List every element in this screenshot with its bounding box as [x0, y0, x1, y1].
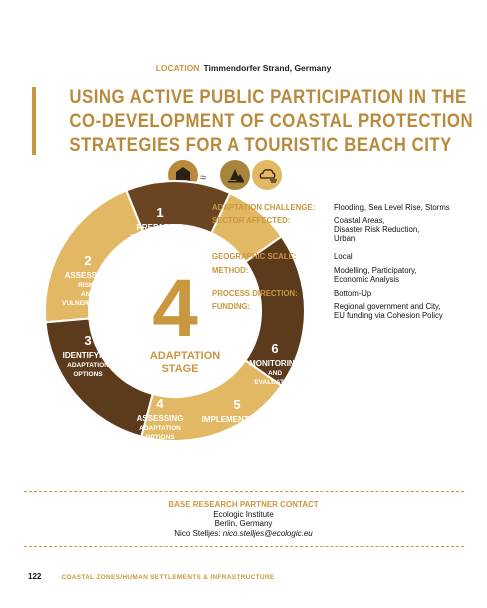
divider-top [24, 491, 464, 492]
title-accent-bar [32, 87, 36, 155]
info-key: SECTOR AFFECTED: [212, 216, 291, 225]
page-title [40, 85, 474, 157]
info-key: METHOD: [212, 266, 249, 275]
info-value-line: Disaster Risk Reduction, [334, 225, 420, 234]
stage-title-1: PREPARING [136, 223, 184, 232]
info-value-line: Local [334, 252, 353, 261]
info-value [334, 216, 474, 243]
stage-subtitle-3: ADAPTATION [67, 362, 109, 369]
info-value-line: Flooding, Sea Level Rise, Storms [334, 203, 450, 212]
info-value-line: Modelling, Participatory, [334, 266, 417, 275]
stage-subtitle-2: VULNERABILITY [62, 300, 114, 307]
stage-number-4: 4 [156, 396, 164, 411]
contact-person: Nico Stelljes: [174, 528, 221, 538]
stage-subtitle-2: AND [80, 291, 96, 298]
info-value [334, 302, 474, 320]
stage-number-6: 6 [271, 341, 279, 356]
info-value [334, 289, 474, 298]
stage-subtitle-6: AND [267, 370, 283, 377]
info-value [334, 203, 474, 212]
stage-subtitle-1: THE GROUND FOR [130, 234, 190, 241]
info-value [334, 266, 474, 284]
stage-title-6: MONITORING [249, 359, 301, 368]
info-value-line: Coastal Areas, [334, 216, 385, 225]
page-footer [28, 572, 275, 581]
stage-subtitle-4: OPTIONS [145, 434, 175, 441]
info-key: PROCESS DIRECTION: [212, 289, 298, 298]
stage-number-3: 3 [84, 333, 92, 348]
contact-person-line [0, 529, 487, 539]
stage-subtitle-1: ADAPTATION [139, 243, 181, 250]
stage-subtitle-2: RISKS [78, 282, 98, 289]
location-label: LOCATION [155, 63, 200, 73]
info-key: FUNDING: [212, 302, 251, 311]
stage-title-5: IMPLEMENTATION [201, 415, 273, 424]
wheel-center-number: 4 [152, 263, 198, 354]
location-value: Timmendorfer Strand, Germany [203, 63, 332, 73]
contact-city: Berlin, Germany [214, 519, 273, 528]
title-line-1: USING ACTIVE PUBLIC PARTICIPATION IN THE [69, 86, 467, 108]
divider-bottom [24, 546, 464, 547]
info-value-line: Economic Analysis [334, 275, 400, 284]
stage-subtitle-3: OPTIONS [73, 371, 103, 378]
waves-icon: ≈ [200, 172, 207, 184]
info-value-line: Urban [334, 234, 356, 243]
title-line-3: STRATEGIES FOR A TOURISTIC BEACH CITY [69, 134, 452, 156]
info-value-line: Bottom-Up [334, 289, 372, 298]
stage-subtitle-4: ADAPTATION [139, 425, 181, 432]
stage-number-5: 5 [233, 397, 241, 412]
contact-block [0, 500, 487, 538]
page-number: 122 [28, 572, 42, 581]
info-key: GEOGRAPHIC SCALE: [212, 252, 297, 261]
contact-heading: BASE RESEARCH PARTNER CONTACT [168, 500, 319, 509]
location-line [0, 63, 487, 73]
info-value-line: EU funding via Cohesion Policy [334, 311, 443, 320]
wheel-center-label-1: ADAPTATION [149, 350, 221, 362]
stage-title-3: IDENTIFYING [62, 351, 114, 360]
contact-org: Ecologic Institute [213, 509, 274, 519]
stage-number-2: 2 [84, 253, 92, 268]
title-line-2: CO-DEVELOPMENT OF COASTAL PROTECTION [69, 110, 474, 132]
contact-email[interactable]: nico.stelljes@ecologic.eu [222, 528, 313, 538]
stage-title-4: ASSESSING [136, 414, 184, 423]
stage-number-1: 1 [156, 205, 164, 220]
footer-section: COASTAL ZONES/HUMAN SETTLEMENTS & INFRASTRUCTURE [61, 574, 275, 581]
info-key: ADAPTATION CHALLENGE: [212, 203, 316, 212]
info-value [334, 252, 474, 261]
wheel-center-label-2: STAGE [161, 363, 199, 375]
stage-title-2: ASSESSING [64, 271, 112, 280]
info-value-line: Regional government and City, [334, 302, 441, 311]
stage-subtitle-6: EVALUATION [254, 379, 296, 386]
